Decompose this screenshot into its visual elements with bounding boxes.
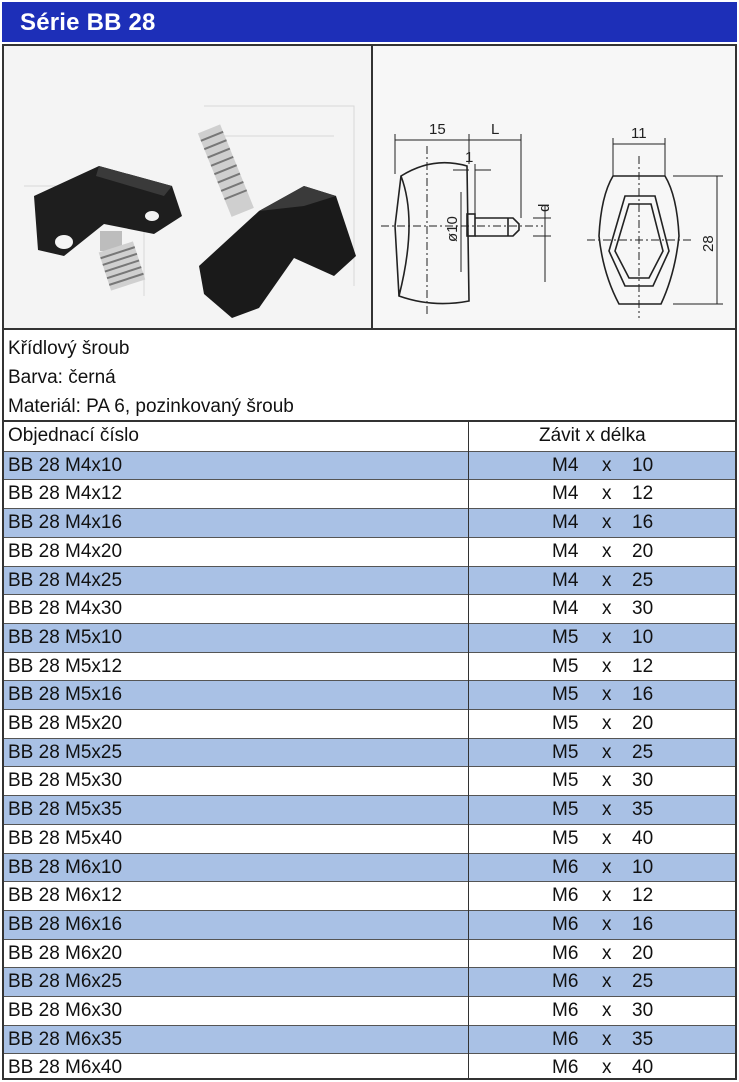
thread-size: M4 (552, 483, 579, 505)
table-row (4, 652, 735, 681)
table-row (4, 910, 735, 939)
product-description (2, 330, 737, 420)
order-code: BB 28 M4x20 (8, 540, 123, 562)
table-row (4, 709, 735, 738)
thread-size: M5 (552, 741, 579, 763)
thread-size: M6 (552, 885, 579, 907)
times-sign: x (602, 483, 612, 505)
thread-size: M6 (552, 971, 579, 993)
length-value: 20 (632, 540, 654, 562)
times-sign: x (602, 913, 612, 935)
length-value: 30 (632, 770, 654, 792)
length-value: 10 (632, 454, 654, 476)
table-row (4, 824, 735, 853)
table-row (4, 967, 735, 996)
times-sign: x (602, 770, 612, 792)
times-sign: x (602, 540, 612, 562)
order-code: BB 28 M6x12 (8, 885, 123, 907)
thread-size: M6 (552, 1000, 579, 1021)
order-code: BB 28 M6x25 (8, 971, 123, 993)
column-divider (468, 422, 469, 1080)
order-code: BB 28 M4x25 (8, 569, 123, 591)
order-code: BB 28 M6x20 (8, 942, 123, 964)
times-sign: x (602, 598, 612, 620)
order-code: BB 28 M5x12 (8, 655, 123, 677)
table-row (4, 623, 735, 652)
length-value: 16 (632, 512, 654, 534)
table-row (4, 766, 735, 795)
table-header-row (4, 422, 735, 451)
order-code: BB 28 M6x30 (8, 1000, 123, 1021)
order-code: BB 28 M6x35 (8, 1028, 123, 1050)
length-value: 35 (632, 1028, 654, 1050)
length-value: 25 (632, 971, 654, 993)
dim-d-label: d (536, 203, 553, 212)
thread-size: M4 (552, 512, 579, 534)
thread-size: M4 (552, 454, 579, 476)
times-sign: x (602, 741, 612, 763)
product-photo (4, 46, 371, 328)
times-sign: x (602, 684, 612, 706)
order-code: BB 28 M5x10 (8, 626, 123, 648)
thread-size: M5 (552, 799, 579, 821)
table-row (4, 680, 735, 709)
length-value: 12 (632, 885, 654, 907)
order-code: BB 28 M5x35 (8, 799, 123, 821)
order-code: BB 28 M4x10 (8, 454, 123, 476)
order-code: BB 28 M6x40 (8, 1057, 123, 1079)
thread-size: M4 (552, 540, 579, 562)
table-row (4, 996, 735, 1025)
order-code: BB 28 M4x16 (8, 512, 123, 534)
thread-size: M6 (552, 1028, 579, 1050)
technical-drawing (373, 46, 735, 328)
times-sign: x (602, 569, 612, 591)
table-row (4, 508, 735, 537)
dim-l-label: L (491, 121, 500, 138)
dim-28-label: 28 (700, 235, 717, 252)
thread-size: M6 (552, 1057, 579, 1079)
times-sign: x (602, 942, 612, 964)
length-value: 10 (632, 856, 654, 878)
figures-panel (2, 44, 737, 330)
table-row (4, 738, 735, 767)
order-code: BB 28 M5x40 (8, 827, 123, 849)
times-sign: x (602, 1028, 612, 1050)
table-row (4, 881, 735, 910)
times-sign: x (602, 454, 612, 476)
series-title: Série BB 28 (20, 9, 156, 36)
thread-size: M6 (552, 942, 579, 964)
description-line-material: Materiál: PA 6, pozinkovaný šroub (8, 396, 294, 417)
table-row (4, 795, 735, 824)
thread-size: M4 (552, 598, 579, 620)
header-thread-length: Závit x délka (539, 425, 646, 446)
dim-11-label: 11 (631, 125, 647, 142)
table-row (4, 1025, 735, 1054)
thread-size: M5 (552, 827, 579, 849)
length-value: 20 (632, 713, 654, 734)
times-sign: x (602, 971, 612, 993)
order-code: BB 28 M5x20 (8, 713, 123, 734)
length-value: 40 (632, 1057, 654, 1079)
thread-size: M5 (552, 713, 579, 734)
description-line-type: Křídlový šroub (8, 338, 130, 359)
times-sign: x (602, 1057, 612, 1079)
table-row (4, 939, 735, 968)
length-value: 40 (632, 827, 654, 849)
series-title-bar (2, 2, 737, 42)
length-value: 20 (632, 942, 654, 964)
times-sign: x (602, 512, 612, 534)
thread-size: M5 (552, 684, 579, 706)
times-sign: x (602, 626, 612, 648)
order-code: BB 28 M5x30 (8, 770, 123, 792)
order-code: BB 28 M6x16 (8, 913, 123, 935)
dim-15-label: 15 (429, 121, 446, 138)
thread-size: M5 (552, 770, 579, 792)
dim-diameter-label: ø10 (444, 216, 461, 242)
table-row (4, 853, 735, 882)
thread-size: M4 (552, 569, 579, 591)
order-code: BB 28 M5x16 (8, 684, 123, 706)
order-table (2, 420, 737, 1080)
times-sign: x (602, 856, 612, 878)
times-sign: x (602, 885, 612, 907)
length-value: 30 (632, 1000, 654, 1021)
thread-size: M5 (552, 626, 579, 648)
length-value: 35 (632, 799, 654, 821)
table-row (4, 451, 735, 480)
order-code: BB 28 M4x30 (8, 598, 123, 620)
order-code: BB 28 M6x10 (8, 856, 123, 878)
order-code: BB 28 M5x25 (8, 741, 123, 763)
times-sign: x (602, 713, 612, 734)
table-row (4, 479, 735, 508)
thread-size: M5 (552, 655, 579, 677)
length-value: 12 (632, 655, 654, 677)
length-value: 25 (632, 741, 654, 763)
description-line-color: Barva: černá (8, 367, 116, 388)
table-row (4, 566, 735, 595)
length-value: 12 (632, 483, 654, 505)
length-value: 10 (632, 626, 654, 648)
thread-size: M6 (552, 856, 579, 878)
header-order-code: Objednací číslo (8, 425, 139, 446)
times-sign: x (602, 1000, 612, 1021)
order-code: BB 28 M4x12 (8, 483, 123, 505)
table-row (4, 1053, 735, 1082)
length-value: 16 (632, 684, 654, 706)
times-sign: x (602, 655, 612, 677)
length-value: 25 (632, 569, 654, 591)
times-sign: x (602, 827, 612, 849)
table-row (4, 594, 735, 623)
times-sign: x (602, 799, 612, 821)
thread-size: M6 (552, 913, 579, 935)
length-value: 16 (632, 913, 654, 935)
table-row (4, 537, 735, 566)
dim-1-label: 1 (465, 149, 474, 166)
length-value: 30 (632, 598, 654, 620)
